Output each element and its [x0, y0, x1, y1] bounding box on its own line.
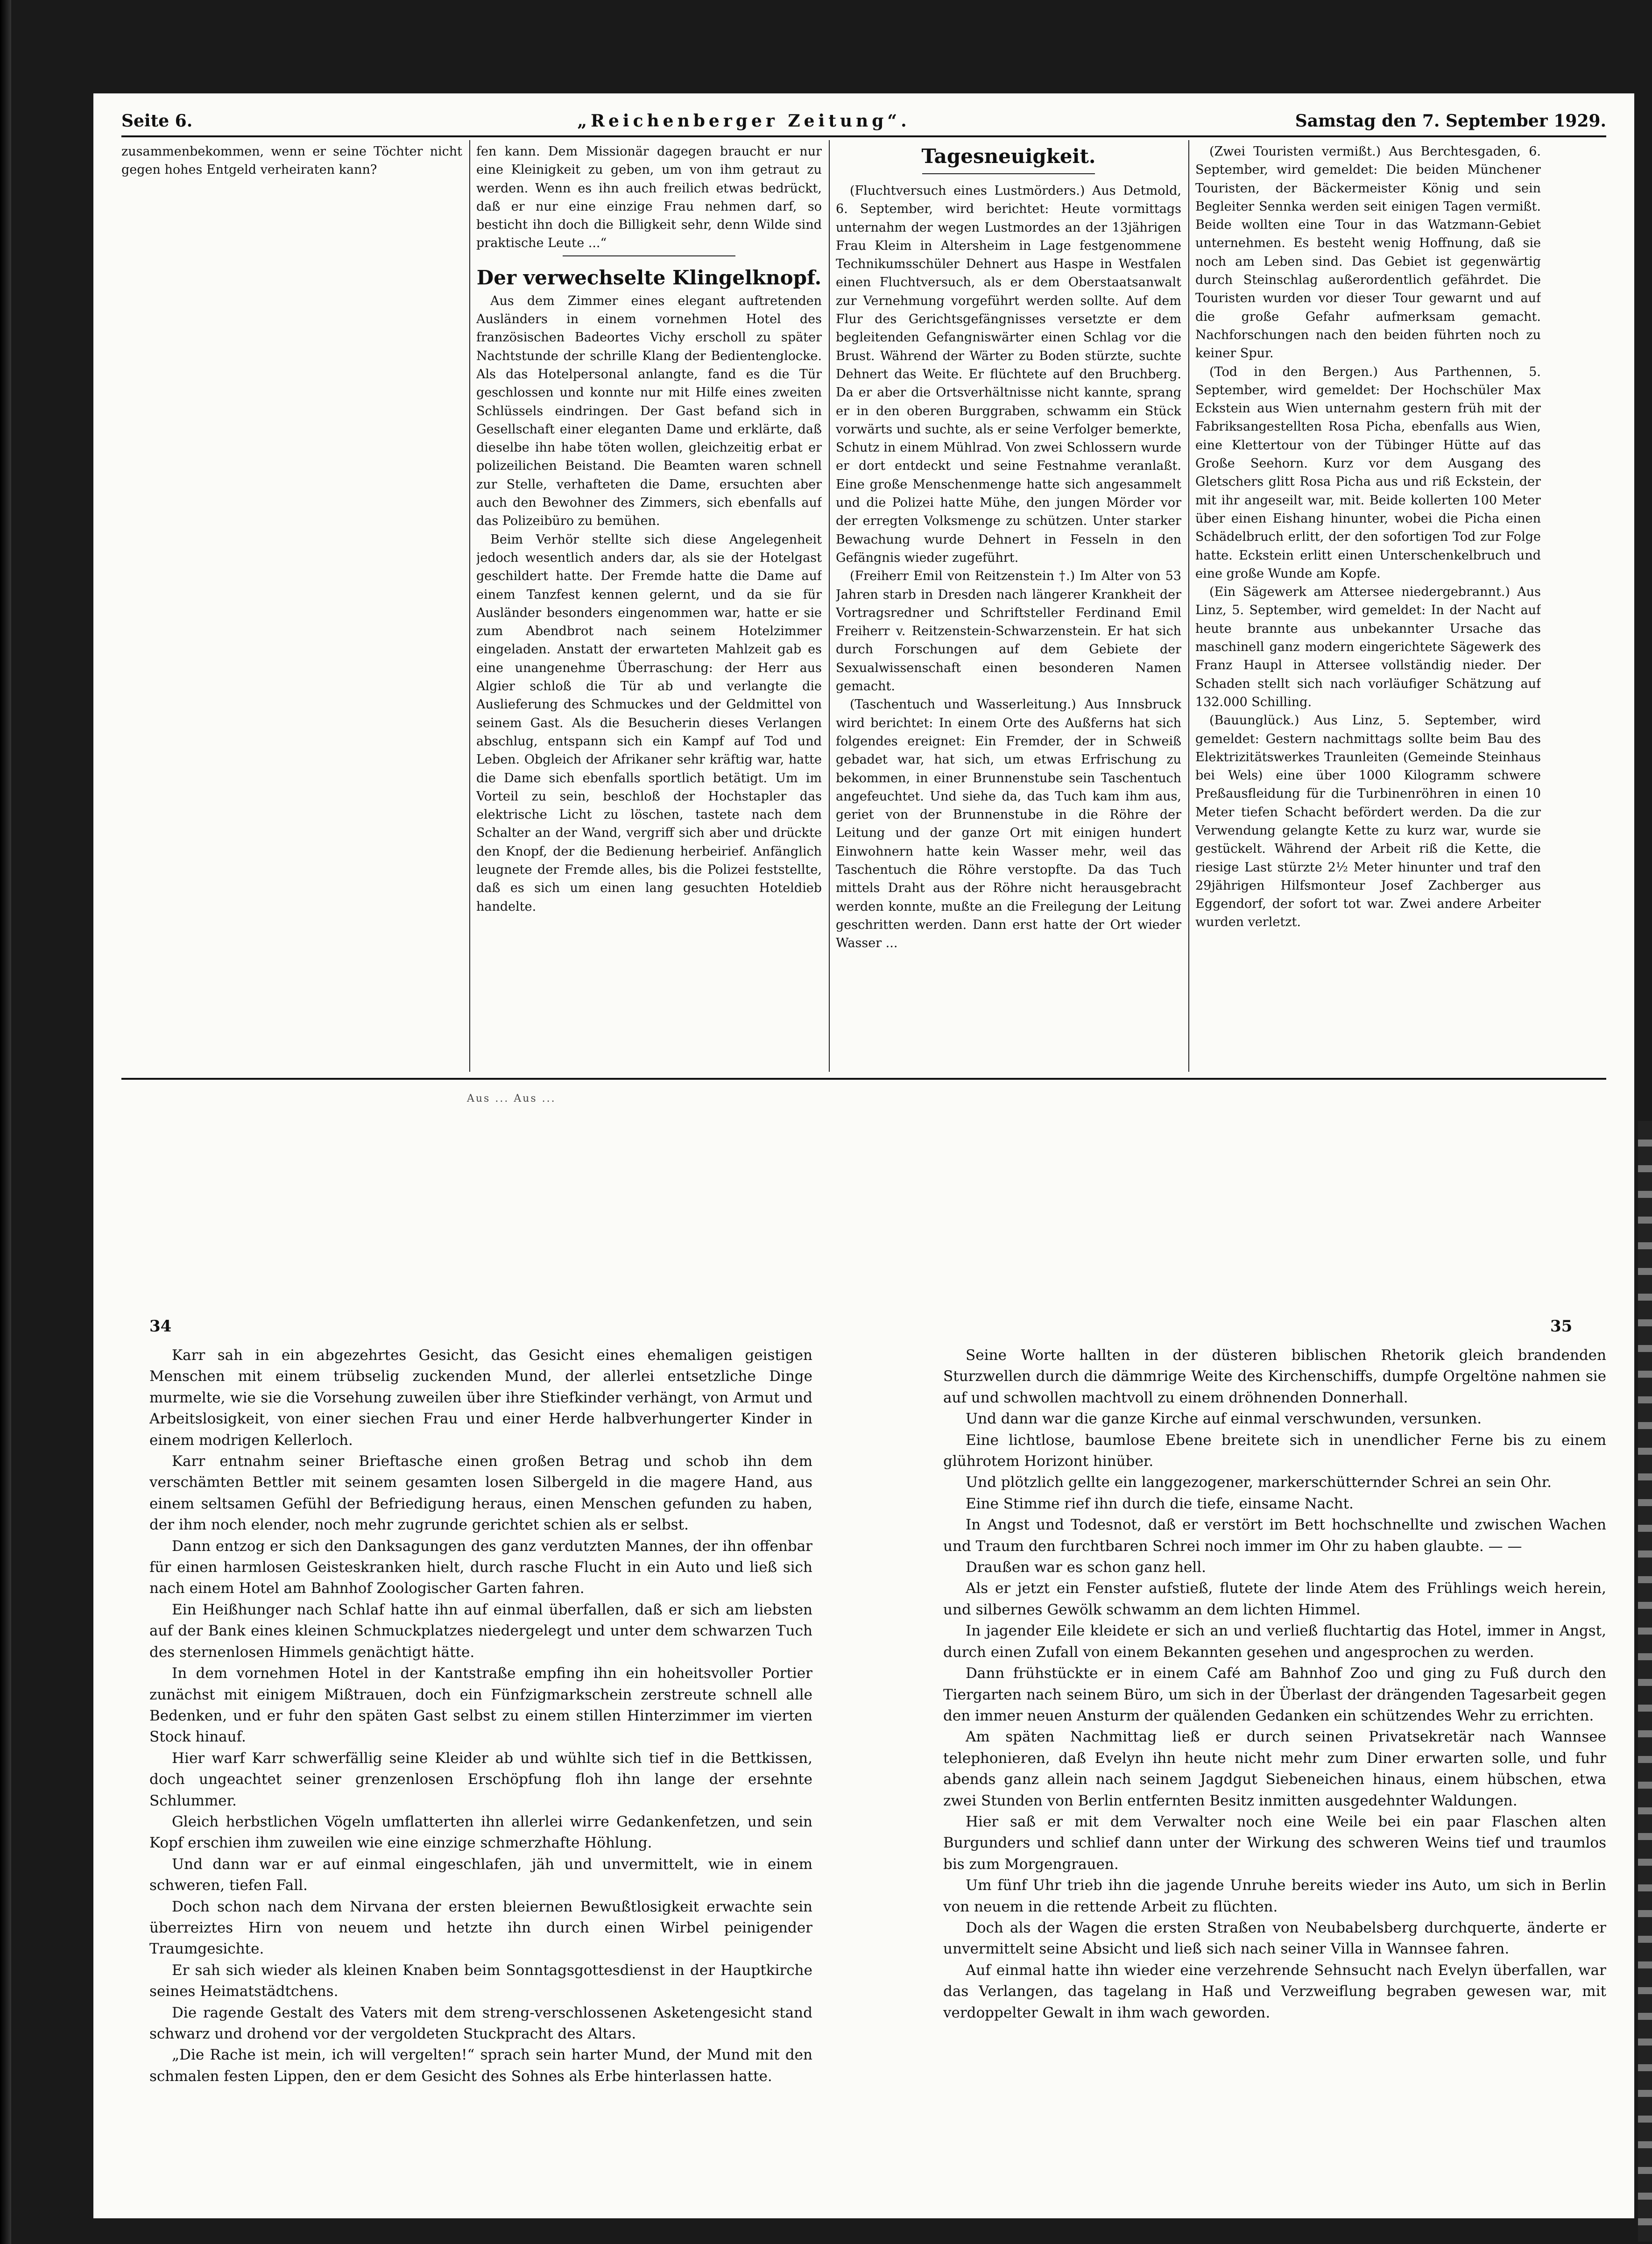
- column-2: [476, 142, 822, 1076]
- column-3: [836, 142, 1181, 1076]
- column-1: [121, 142, 462, 1076]
- paragraph: Draußen war es schon ganz hell.: [966, 1559, 1206, 1576]
- paragraph: „Die Rache ist mein, ich will vergelten!“ sprach sein harter Mund, der Mund mit den schmalen festen Lippen, den er dem Gesicht des Sohnes als Erbe hinterlassen hatte.: [149, 2046, 812, 2085]
- paragraph: Als er jetzt ein Fenster aufstieß, flutete der linde Atem des Frühlings weich herein, und silbernes Gewölk schwamm an dem lichten Himmel.: [943, 1580, 1606, 1618]
- paragraph: Und dann war er auf einmal eingeschlafen, jäh und unvermittelt, wie in einem schweren, tiefen Fall.: [149, 1855, 812, 1894]
- newspaper-header: [121, 103, 1606, 131]
- footer-rule: [121, 1078, 1606, 1080]
- news-item: (Freiherr Emil von Reitzenstein †.) Im Alter von 53 Jahren starb in Dresden nach längerer Krankheit der Vortragsredner und Schriftsteller Ferdinand Emil Freiherr v. Reitzenstein-Schwarzenstein. Er hat sich durch Forschungen auf dem Gebiete der Sexualwissenschaft einen besonderen Namen gemacht.: [836, 569, 1181, 694]
- paragraph: Eine Stimme rief ihn durch die tiefe, einsame Nacht.: [966, 1495, 1354, 1512]
- column-divider: [469, 140, 470, 1072]
- column-divider: [829, 140, 830, 1072]
- newspaper-page: [93, 93, 1634, 1093]
- paragraph: Ein Heißhunger nach Schlaf hatte ihn auf einmal überfallen, daß er sich am liebsten auf der Bank eines kleinen Schmuckplatzes niedergelegt und unter dem schwarzen Tuch des sternenlosen Himmels genächtigt hätte.: [149, 1601, 812, 1661]
- article-headline: Der verwechselte Klingelknopf.: [476, 266, 822, 289]
- book-page-left: [149, 1345, 812, 2186]
- left-page-number: 34: [149, 1317, 172, 1336]
- paragraph: zusammenbekommen, wenn er seine Töchter nicht gegen hohes Entgeld verheiraten kann?: [121, 144, 462, 177]
- news-item: (Fluchtversuch eines Lustmörders.) Aus Detmold, 6. September, wird berichtet: Heute vormittags unternahm der wegen Lustmordes an der 13jährigen Frau Kleim in Altersheim in Lage festgenommene Technikumsschüler Dehnert aus Haspe in Westfalen einen Fluchtversuch, als er dem Oberstaatsanwalt zur Vernehmung vorgeführt werden sollte. Auf dem Flur des Gerichtsgefängnisses versetzte er dem begleitenden Gefangniswärter einen Schlag vor die Brust. Während der Wärter zu Boden stürzte, suchte Dehnert das Weite. Er flüchtete auf den Bruchberg. Da er aber die Ortsverhältnisse nicht kannte, sprang er in den oberen Burggraben, schwamm ein Stück vorwärts und suchte, als er seine Verfolger bemerkte, Schutz in einem Mühlrad. Von zwei Schlossern wurde er dort entdeckt und seine Festnahme veranlaßt. Eine große Menschenmenge hatte sich angesammelt und die Polizei hatte Mühe, den jungen Mörder vor der erregten Volksmenge zu schützen. Unter starker Bewachung wurde Dehnert in Fesseln in den Gefängnis wieder zugeführt.: [836, 184, 1181, 565]
- paragraph: Doch als der Wagen die ersten Straßen von Neubabelsberg durchquerte, änderte er unvermittelt seine Absicht und ließ sich nach seiner Villa in Wannsee fahren.: [943, 1919, 1606, 1958]
- paragraph: Dann entzog er sich den Danksagungen des ganz verdutzten Mannes, der ihn offenbar für einen harmlosen Geisteskranken hielt, durch rasche Flucht in ein Auto und ließ sich nach einem Hotel am Bahnhof Zoologischer Garten fahren.: [149, 1537, 812, 1597]
- paragraph: Hier saß er mit dem Verwalter noch eine Weile bei ein paar Flaschen alten Burgunders und schlief dann unter der Wirkung des schweren Weins tief und traumlos bis zum Morgengrauen.: [943, 1813, 1606, 1873]
- paragraph: Die ragende Gestalt des Vaters mit dem streng-verschlossenen Asketengesicht stand schwarz und drohend vor der vergoldeten Stuckpracht des Altars.: [149, 2004, 812, 2042]
- column-4: [1195, 142, 1541, 1076]
- section-rule: [563, 255, 735, 256]
- paragraph: In dem vornehmen Hotel in der Kantstraße empfing ihn ein hoheitsvoller Portier zunächst mit einigem Mißtrauen, doch ein Fünfzigmarkschein zerstreute schnell alle Bedenken, und er fuhr den späten Gast selbst zu einem stillen Hinterzimmer im vierten Stock hinauf.: [149, 1665, 812, 1746]
- paragraph: Am späten Nachmittag ließ er durch seinen Privatsekretär nach Wannsee telephonieren, daß Evelyn ihn heute nicht mehr zum Diner erwarten solle, und fuhr abends ganz allein nach seinem Jagdgut Siebeneichen hinaus, einem hübschen, etwa zwei Stunden von Berlin entfernten Besitz inmitten ausgedehnter Waldungen.: [943, 1728, 1606, 1809]
- paragraph: Doch schon nach dem Nirvana der ersten bleiernen Bewußtlosigkeit erwachte sein überreiztes Hirn von neuem und hetzte ihn durch einen Wirbel peinigender Traumgesichte.: [149, 1898, 812, 1958]
- paragraph: In Angst und Todesnot, daß er verstört im Bett hochschnellte und zwischen Wachen und Traum den furchtbaren Schrei noch immer im Ohr zu haben glaubte. — —: [943, 1516, 1606, 1555]
- paragraph: Und plötzlich gellte ein langgezogener, markerschütternder Schrei an sein Ohr.: [966, 1474, 1552, 1491]
- paragraph: Dann frühstückte er in einem Café am Bahnhof Zoo und ging zu Fuß durch den Tiergarten nach seinem Büro, um sich in der Überlast der drängenden Tagesarbeit gegen den immer neuen Ansturm der quälenden Gedanken ein schützendes Wehr zu errichten.: [943, 1665, 1606, 1724]
- section-headline: Tagesneuigkeit.: [921, 145, 1096, 168]
- right-page-number: 35: [1550, 1317, 1573, 1336]
- news-item: (Zwei Touristen vermißt.) Aus Berchtesgaden, 6. September, wird gemeldet: Die beiden Münchener Touristen, der Bäckermeister König und sein Begleiter Sennka werden seit einigen Tagen vermißt. Beide wollten eine Tour in das Watzmann-Gebiet unternehmen. Es besteht wenig Hoffnung, daß sie noch am Leben sind. Das Gebiet ist gegenwärtig durch Steinschlag außerordentlich gefährdet. Die Touristen wurden vor dieser Tour gewarnt und auf die große Gefahr aufmerksam gemacht. Nachforschungen nach den beiden führten noch zu keiner Spur.: [1195, 144, 1541, 361]
- paragraph: Und dann war die ganze Kirche auf einmal verschwunden, versunken.: [966, 1410, 1482, 1428]
- header-rule: [121, 135, 1606, 137]
- paragraph: Seine Worte hallten in der düsteren biblischen Rhetorik gleich brandenden Sturzwellen durch die dämmrige Weite des Kirchenschiffs, dumpfe Orgeltöne nahmen sie auf und schwollen machtvoll zu einem dröhnenden Donnerhall.: [943, 1347, 1606, 1406]
- paragraph: Gleich herbstlichen Vögeln umflatterten ihn allerlei wirre Gedankenfetzen, und sein Kopf erschien ihm zuweilen wie eine einzige schmerzhafte Höhlung.: [149, 1813, 812, 1852]
- news-item: (Tod in den Bergen.) Aus Parthennen, 5. September, wird gemeldet: Der Hochschüler Max Eckstein aus Wien unternahm gestern früh mit der Fabriksangestellten Rosa Picha, ebenfalls aus Wien, eine Klettertour von der Tübinger Hütte auf das Große Seehorn. Kurz vor dem Ausgang des Gletschers glitt Rosa Picha aus und riß Eckstein, der mit ihr angeseilt war, mit. Beide kollerten 100 Meter über einen Eishang hinunter, wobei die Picha einen Schädelbruch erlitt, der den sofortigen Tod zur Folge hatte. Eckstein erlitt einen Unterschenkelbruch und eine große Wunde am Kopfe.: [1195, 364, 1541, 581]
- news-item: (Ein Sägewerk am Attersee niedergebrannt.) Aus Linz, 5. September, wird gemeldet: In der Nacht auf heute brannte aus unbekannter Ursache das maschinell ganz modern eingerichtete Sägewerk des Franz Haupl in Attersee vollständig nieder. Der Schaden stellt sich nach vorläufiger Schätzung auf 132.000 Schilling.: [1195, 585, 1541, 709]
- paragraph: Er sah sich wieder als kleinen Knaben beim Sonntagsgottesdienst in der Hauptkirche seines Heimatstädtchens.: [149, 1961, 812, 2000]
- column-divider: [1188, 140, 1189, 1072]
- paragraph: Um fünf Uhr trieb ihn die jagende Unruhe bereits wieder ins Auto, um sich in Berlin von neuem in die rettende Arbeit zu flüchten.: [943, 1877, 1606, 1915]
- masthead: „Reichenberger Zeitung“.: [577, 111, 911, 131]
- scan-left-edge: [0, 0, 11, 2244]
- news-item: (Taschentuch und Wasserleitung.) Aus Innsbruck wird berichtet: In einem Orte des Außferns hat sich folgendes ereignet: Ein Fremder, der in Schweiß gebadet war, hat sich, um etwas Erfrischung zu bekommen, in einer Brunnenstube sein Taschentuch angefeuchtet. Und siehe da, das Tuch kam ihm aus, geriet von der Brunnenstube in die Röhre der Leitung und der ganze Ort mit einigen hundert Einwohnern hatte kein Wasser mehr, weil das Taschentuch die Röhre verstopfte. Da das Tuch mittels Draht aus der Röhre nicht herausgebracht werden konnte, mußte an die Freilegung der Leitung geschritten werden. Dann erst hatte der Ort wieder Wasser ...: [836, 697, 1181, 951]
- paragraph: Eine lichtlose, baumlose Ebene breitete sich in unendlicher Ferne bis zu einem glührotem Horizont hinüber.: [943, 1431, 1606, 1470]
- book-page-right: [943, 1345, 1606, 2186]
- paragraph: In jagender Eile kleidete er sich an und verließ fluchtartig das Hotel, immer in Angst, durch einen Zufall von einem Bekannten gesehen und angesprochen zu werden.: [943, 1622, 1606, 1661]
- page-label: Seite 6.: [121, 111, 193, 131]
- paragraph: fen kann. Dem Missionär dagegen braucht er nur eine Kleinigkeit zu geben, um von ihm getraut zu werden. Wenn es ihn auch freilich etwas bedrückt, daß er nur eine einzige Frau nehmen darf, so besticht ihn doch die Billigkeit sehr, denn Wilde sind praktische Leute ...“: [476, 144, 822, 251]
- paragraph: Karr entnahm seiner Brieftasche einen großen Betrag und schob ihn dem verschämten Bettler mit seinem gesamten losen Silbergeld in die magere Hand, aus einem seltsamen Gefühl der Befriedigung heraus, einen Menschen gefunden zu haben, der ihm noch elender, noch mehr zugrunde gerichtet schien als er selbst.: [149, 1453, 812, 1534]
- issue-date: Samstag den 7. September 1929.: [1295, 111, 1606, 131]
- bleed-through-text: Aus ... Aus ...: [467, 1093, 556, 1104]
- scan-right-strip: [1638, 1121, 1652, 2242]
- paragraph: Karr sah in ein abgezehrtes Gesicht, das Gesicht eines ehemaligen geistigen Menschen mit einem trübselig zuckenden Mund, der allerlei entsetzliche Dinge murmelte, wie sie die Vorsehung zuweilen über ihre Stiefkinder verhängt, von Armut und Arbeitslosigkeit, von einer siechen Frau und einer Herde halbverhungerter Kinder in einem modrigen Kellerloch.: [149, 1347, 812, 1449]
- paragraph: Hier warf Karr schwerfällig seine Kleider ab und wühlte sich tief in die Bettkissen, doch ungeachtet seiner grenzenlosen Erschöpfung floh ihn lange der ersehnte Schlummer.: [149, 1749, 812, 1809]
- paragraph: Auf einmal hatte ihn wieder eine verzehrende Sehnsucht nach Evelyn überfallen, war das Verlangen, das tagelang in Haß und Verzweiflung begraben gewesen war, mit verdoppelter Gewalt in ihm wach geworden.: [943, 1961, 1606, 2021]
- paragraph: Aus dem Zimmer eines elegant auftretenden Ausländers in einem vornehmen Hotel des französischen Badeortes Vichy erscholl zu später Nachtstunde der schrille Klang der Bedientenglocke. Als das Hotelpersonal anlangte, fand es die Tür geschlossen und konnte nur mit Hilfe eines zweiten Schlüssels eindringen. Der Gast befand sich in Gesellschaft einer eleganten Dame und erklärte, daß dieselbe ihn habe töten wollen, gleichzeitig erbat er polizeilichen Beistand. Die Beamten waren schnell zur Stelle, verhafteten die Dame, ersuchten aber auch den Bewohner des Zimmers, sich ebenfalls auf das Polizeibüro zu bemühen.: [476, 293, 822, 529]
- scanned-sheet: [93, 93, 1634, 2218]
- news-item: (Bauunglück.) Aus Linz, 5. September, wird gemeldet: Gestern nachmittags sollte beim Bau des Elektrizitätswerkes Traunleiten (Gemeinde Steinhaus bei Wels) eine über 1000 Kilogramm schwere Preßausfleidung für die Turbinenröhren in einen 10 Meter tiefen Schacht befördert werden. Da die zur Verwendung gelangte Kette zu kurz war, wurde sie gestückelt. Während der Arbeit riß die Kette, die riesige Last stürzte 2½ Meter hinunter und traf den 29jährigen Hilfsmonteur Josef Zachberger aus Eggendorf, der sofort tot war. Zwei andere Arbeiter wurden verletzt.: [1195, 713, 1541, 930]
- paragraph: Beim Verhör stellte sich diese Angelegenheit jedoch wesentlich anders dar, als sie der Hotelgast geschildert hatte. Der Fremde hatte die Dame auf einem Tanzfest kennen gelernt, und da sie für Ausländer besonders eingenommen war, hatte er sie zum Abendbrot nach seinem Hotelzimmer eingeladen. Anstatt der erwarteten Mahlzeit gab es eine unangenehme Überraschung: der Herr aus Algier schloß die Tür ab und verlangte die Auslieferung des Schmuckes und der Geldmittel von seinem Gast. Als die Besucherin dieses Verlangen abschlug, entspann sich ein Kampf auf Tod und Leben. Obgleich der Afrikaner sehr kräftig war, hatte die Dame sich ebenfalls sportlich betätigt. Um im Vorteil zu sein, beschloß der Hochstapler das elektrische Licht zu löschen, tastete nach dem Schalter an der Wand, vergriff sich aber und drückte den Knopf, der die Bedienung herbeirief. Anfänglich leugnete der Fremde alles, bis die Polizei feststellte, daß es sich um einen lang gesuchten Hoteldieb handelte.: [476, 532, 822, 914]
- section-rule: [922, 173, 1095, 174]
